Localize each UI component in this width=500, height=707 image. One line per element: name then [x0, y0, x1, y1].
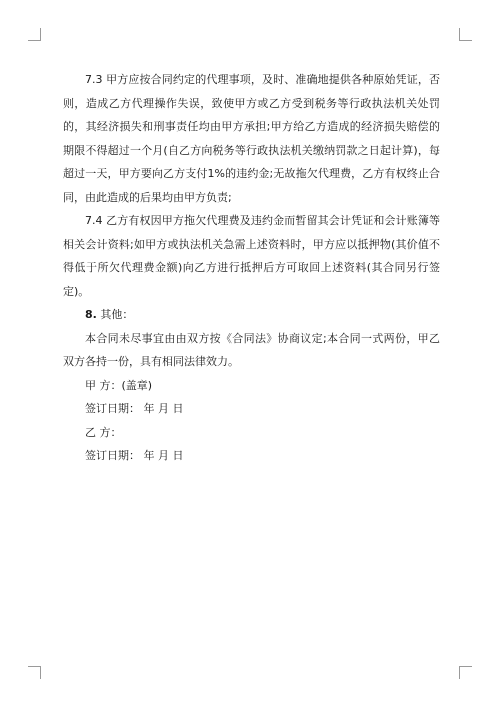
sign-date-b-line: 签订日期： 年 月 日	[85, 449, 184, 462]
section-8-number: 8.	[85, 308, 97, 321]
party-a-line: 甲 方：(盖章)	[85, 378, 153, 392]
clause-7-4: 7.4 乙方有权因甲方拖欠代理费及违约金而暂留其会计凭证和会计账簿等相关会计资料;如甲方或执法机关急需上述资料时，甲方应以抵押物(其价值不得低于所欠代理费金额)向乙方进行抵押后方可取回上述资料(其合同另行签定)。	[63, 214, 440, 298]
section-8-title: 其他：	[96, 308, 134, 321]
section-8-heading	[63, 303, 440, 327]
document-body	[63, 68, 440, 468]
crop-mark-bottom-right	[459, 666, 472, 679]
section-8-body: 本合同未尽事宜由由双方按《合同法》协商议定;本合同一式两份，甲乙双方各持一份，具有相同法律效力。	[63, 331, 440, 368]
clause-7-3: 7.3 甲方应按合同约定的代理事项，及时、准确地提供各种原始凭证，否则，造成乙方代理操作失误，致使甲方或乙方受到税务等行政执法机关处罚的，其经济损失和刑事责任均由甲方承担;甲方给乙方造成的经济损失赔偿的期限不得超过一个月(自乙方向税务等行政执法机关缴纳罚款之日起计算)，每超过一天，甲方要向乙方支付1%的违约金;无故拖欠代理费，乙方有权终止合同，由此造成的后果均由甲方负责;	[63, 73, 440, 204]
crop-mark-bottom-left	[28, 666, 41, 679]
crop-mark-top-right	[459, 28, 472, 41]
party-b-line: 乙 方：	[85, 425, 122, 439]
sign-date-a-line: 签订日期： 年 月 日	[85, 402, 184, 415]
crop-mark-top-left	[28, 28, 41, 41]
